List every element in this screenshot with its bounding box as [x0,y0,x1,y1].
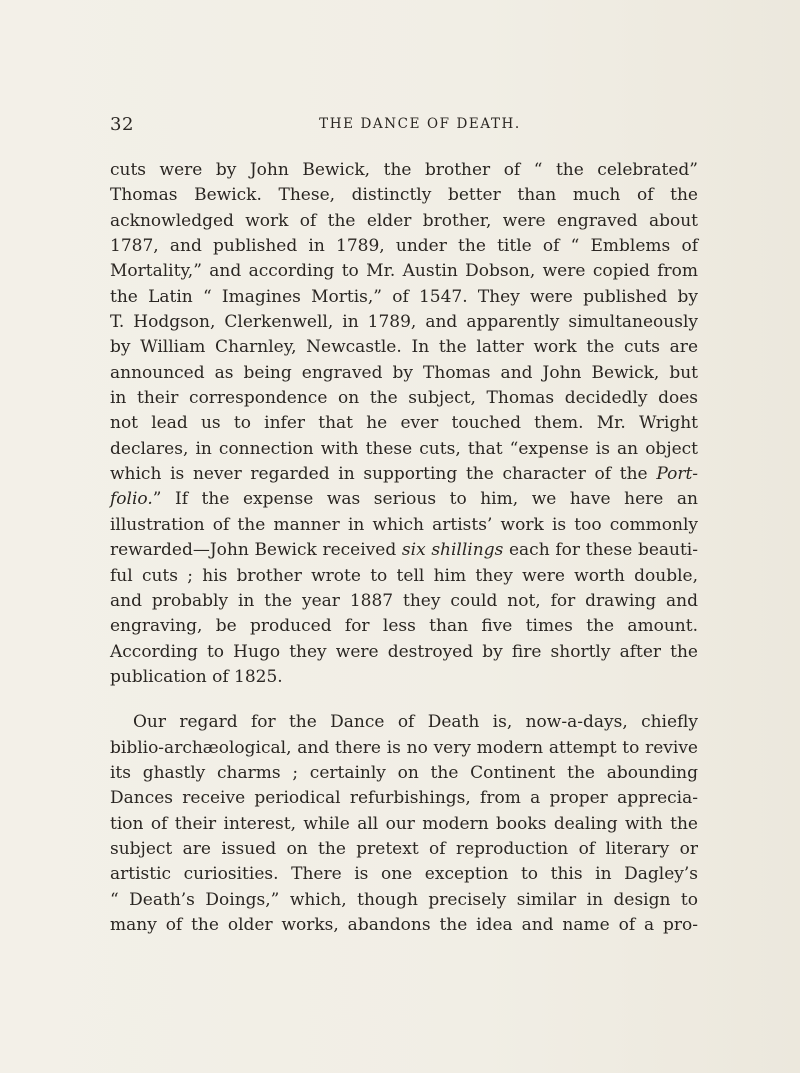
text-line: illustration of the manner in which artists’ work is too commonly [110,514,698,535]
running-title: THE DANCE OF DEATH. [319,116,521,132]
paragraph-1 [110,158,698,690]
italic-text: six shillings [401,540,504,561]
text-run: ” If the expense was serious to him, we have here an [152,489,698,510]
text-line: “ Death’s Doings,” which, though precisely similar in design to [110,889,698,910]
text-line: artistic curiosities. There is one exception to this in Dagley’s [110,864,698,885]
text-line: T. Hodgson, Clerkenwell, in 1789, and apparently simultaneously [110,312,698,333]
page-number: 32 [110,114,134,135]
text-line: Dances receive periodical refurbishings, from a proper apprecia- [110,788,698,809]
text-run: each for these beauti- [508,540,698,561]
text-line [110,538,698,563]
text-line: the Latin “ Imagines Mortis,” of 1547. They were published by [110,286,698,307]
text-line: by William Charnley, Newcastle. In the latter work the cuts are [110,337,698,358]
text-line: announced as being engraved by Thomas and John Bewick, but [110,362,698,383]
text-line: Mortality,” and according to Mr. Austin Dobson, were copied from [110,261,698,282]
running-head [110,114,700,138]
text-line: cuts were by John Bewick, the brother of “ the celebrated” [110,160,698,180]
text-line: acknowledged work of the elder brother, were engraved about [110,210,698,231]
text-line: Thomas Bewick. These, distinctly better than much of the [110,185,698,206]
body-text [110,158,698,938]
text-line: and probably in the year 1887 they could not, for drawing and [110,590,698,611]
text-line: declares, in connection with these cuts, that “expense is an object [110,438,698,459]
text-line: ful cuts ; his brother wrote to tell him they were worth double, [110,565,698,586]
text-line: many of the older works, abandons the idea and name of a pro- [110,914,698,935]
text-run: which is never regarded in supporting the character of the [110,464,648,485]
text-line: biblio-archæological, and there is no very modern attempt to revive [110,737,698,758]
italic-text: folio. [110,489,153,510]
text-line: According to Hugo they were destroyed by fire shortly after the [110,641,698,662]
text-line: tion of their interest, while all our modern books dealing with the [110,813,698,834]
text-line: not lead us to infer that he ever touched them. Mr. Wright [110,413,698,434]
italic-text: Port- [656,464,699,485]
text-line: publication of 1825. [110,666,283,687]
text-line: its ghastly charms ; certainly on the Continent the abounding [110,762,698,783]
text-line: subject are issued on the pretext of reproduction of literary or [110,838,698,859]
text-line: Our regard for the Dance of Death is, now-a-days, chiefly [133,712,698,733]
text-line: 1787, and published in 1789, under the title of “ Emblems of [110,236,698,257]
text-line: in their correspondence on the subject, Thomas decidedly does [110,388,698,409]
paragraph-2 [110,710,698,938]
text-line: engraving, be produced for less than five times the amount. [110,616,698,637]
text-line [110,487,698,512]
text-run: rewarded—John Bewick received [110,540,397,561]
text-line [110,462,698,487]
